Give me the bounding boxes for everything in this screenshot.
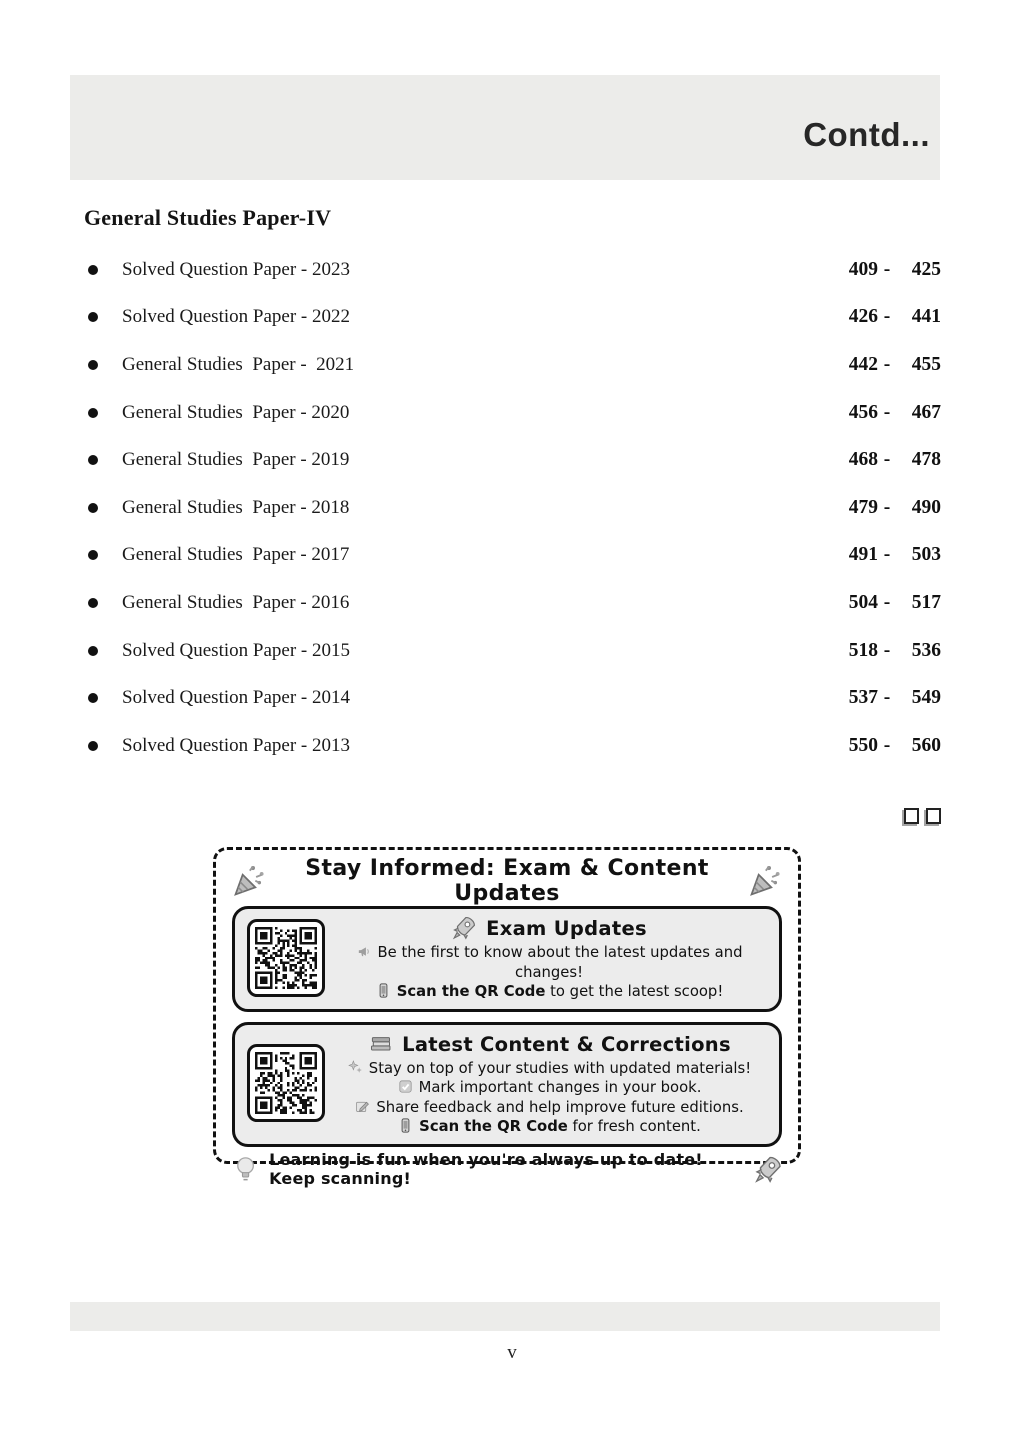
toc-item-label: General Studies Paper - 2018	[122, 496, 350, 518]
toc-start-page: 442	[848, 353, 878, 375]
toc-item-pages	[833, 259, 941, 281]
qr-code	[247, 1044, 325, 1122]
toc-end-page: 478	[911, 449, 941, 471]
toc-item-label: General Studies Paper - 2017	[122, 544, 350, 566]
page-range-dash: -	[883, 306, 891, 328]
stay-informed-box	[213, 847, 801, 1188]
info-box-title-row	[230, 856, 784, 906]
toc-start-page: 537	[848, 687, 878, 709]
sparkles-icon	[347, 1059, 364, 1076]
toc-start-page: 456	[848, 401, 878, 423]
rocket-icon	[753, 1150, 784, 1188]
page-range-dash: -	[883, 353, 891, 375]
page-range-dash: -	[883, 734, 891, 756]
toc-start-page: 409	[848, 258, 878, 280]
toc-end-page: 455	[911, 353, 941, 375]
toc-item-label: Solved Question Paper - 2013	[122, 734, 350, 756]
megaphone-icon	[356, 943, 373, 960]
bullet-icon	[88, 693, 98, 703]
toc-item	[84, 674, 941, 722]
check-icon	[397, 1078, 414, 1095]
page-range-dash: -	[883, 639, 891, 661]
card-line-text: Scan the QR Code	[396, 983, 546, 1000]
toc-start-page: 468	[848, 449, 878, 471]
books-icon	[367, 1030, 394, 1057]
end-mark-square-icon	[904, 808, 919, 824]
toc-item	[84, 627, 941, 675]
page-range-dash: -	[883, 401, 891, 423]
toc-item-pages	[833, 497, 941, 519]
card-line	[331, 1117, 767, 1137]
card-line-text: Mark important changes in your book.	[418, 1079, 702, 1096]
card-line	[331, 982, 767, 1002]
pencil-icon	[354, 1098, 371, 1115]
bullet-icon	[88, 741, 98, 751]
toc-end-page: 425	[911, 258, 941, 280]
card-body	[331, 1030, 767, 1137]
info-footer-text: Learning is fun when you're always up to date! Keep scanning!	[269, 1149, 703, 1188]
toc-item-pages	[833, 306, 941, 328]
info-box-title: Stay Informed: Exam & Content Updates	[305, 856, 709, 906]
toc-end-page: 503	[911, 544, 941, 566]
info-box-footer	[230, 1147, 784, 1191]
page-range-dash: -	[883, 544, 891, 566]
card-title: Latest Content & Corrections	[331, 1030, 767, 1057]
page-range-dash: -	[883, 496, 891, 518]
toc-item-pages	[833, 640, 941, 662]
toc-item	[84, 436, 941, 484]
toc-list	[84, 246, 941, 770]
toc-item-label: General Studies Paper - 2016	[122, 591, 350, 613]
toc-end-page: 560	[911, 734, 941, 756]
card-line	[331, 943, 767, 982]
page-range-dash: -	[883, 449, 891, 471]
card-line-text: to get the latest scoop!	[545, 983, 724, 1000]
end-marks	[904, 808, 941, 824]
party-popper-icon	[230, 862, 268, 900]
toc-item-label: General Studies Paper - 2020	[122, 401, 350, 423]
end-mark-square-icon	[926, 808, 941, 824]
toc-start-page: 491	[848, 544, 878, 566]
toc-end-page: 467	[911, 401, 941, 423]
toc-start-page: 518	[848, 639, 878, 661]
card-line-text: Stay on top of your studies with updated materials!	[368, 1059, 752, 1077]
bullet-icon	[88, 408, 98, 418]
card-line	[331, 1078, 767, 1098]
toc-item-pages	[833, 592, 941, 614]
card-line-text: Scan the QR Code	[419, 1118, 568, 1135]
page-number: v	[507, 1342, 517, 1363]
bullet-icon	[88, 312, 98, 322]
card-body	[331, 914, 767, 1002]
continuation-bar	[70, 75, 940, 180]
bullet-icon	[88, 265, 98, 275]
toc-item-label: Solved Question Paper - 2022	[122, 306, 350, 328]
section-title: General Studies Paper-IV	[84, 205, 332, 230]
qr-code	[247, 919, 325, 997]
page-range-dash: -	[883, 687, 891, 709]
card-line	[331, 1059, 767, 1079]
bullet-icon	[88, 550, 98, 560]
toc-item-pages	[833, 402, 941, 424]
toc-item	[84, 484, 941, 532]
toc-end-page: 536	[911, 639, 941, 661]
toc-item	[84, 294, 941, 342]
toc-start-page: 550	[848, 734, 878, 756]
bullet-icon	[88, 455, 98, 465]
toc-item	[84, 579, 941, 627]
toc-item	[84, 341, 941, 389]
card-line-text: for fresh content.	[567, 1118, 701, 1135]
bullet-icon	[88, 598, 98, 608]
page-range-dash: -	[883, 591, 891, 613]
toc-item-label: Solved Question Paper - 2023	[122, 258, 350, 280]
party-popper-icon	[746, 862, 784, 900]
toc-end-page: 517	[911, 591, 941, 613]
card-line-text: Share feedback and help improve future editions.	[376, 1098, 744, 1116]
toc-item-label: Solved Question Paper - 2015	[122, 639, 350, 661]
toc-item-label: Solved Question Paper - 2014	[122, 687, 350, 709]
toc-item	[84, 246, 941, 294]
toc-item	[84, 722, 941, 770]
toc-start-page: 479	[848, 496, 878, 518]
toc-item-label: General Studies Paper - 2019	[122, 449, 350, 471]
contd-label: Contd...	[803, 115, 930, 153]
toc-end-page: 441	[911, 306, 941, 328]
rocket-icon	[451, 914, 478, 941]
toc-item-pages	[833, 449, 941, 471]
card-title: Exam Updates	[331, 914, 767, 941]
info-cards	[230, 906, 784, 1147]
card-line	[331, 1098, 767, 1118]
toc-start-page: 504	[848, 591, 878, 613]
page-range-dash: -	[883, 258, 891, 280]
toc-item-pages	[833, 544, 941, 566]
toc-end-page: 490	[911, 496, 941, 518]
phone-icon	[397, 1117, 414, 1134]
bullet-icon	[88, 360, 98, 370]
card-latest-content-corrections	[232, 1022, 782, 1147]
card-line-text: Be the first to know about the latest updates and changes!	[377, 944, 743, 981]
toc-end-page: 549	[911, 687, 941, 709]
toc-item	[84, 532, 941, 580]
bulb-icon	[230, 1150, 261, 1188]
toc-item-pages	[833, 735, 941, 757]
bullet-icon	[88, 646, 98, 656]
toc-start-page: 426	[848, 306, 878, 328]
bullet-icon	[88, 503, 98, 513]
card-exam-updates	[232, 906, 782, 1012]
toc-item-label: General Studies Paper - 2021	[122, 353, 355, 375]
toc-item-pages	[833, 687, 941, 709]
toc-item-pages	[833, 354, 941, 376]
phone-icon	[375, 982, 392, 999]
bottom-bar	[70, 1302, 940, 1331]
toc-item	[84, 389, 941, 437]
